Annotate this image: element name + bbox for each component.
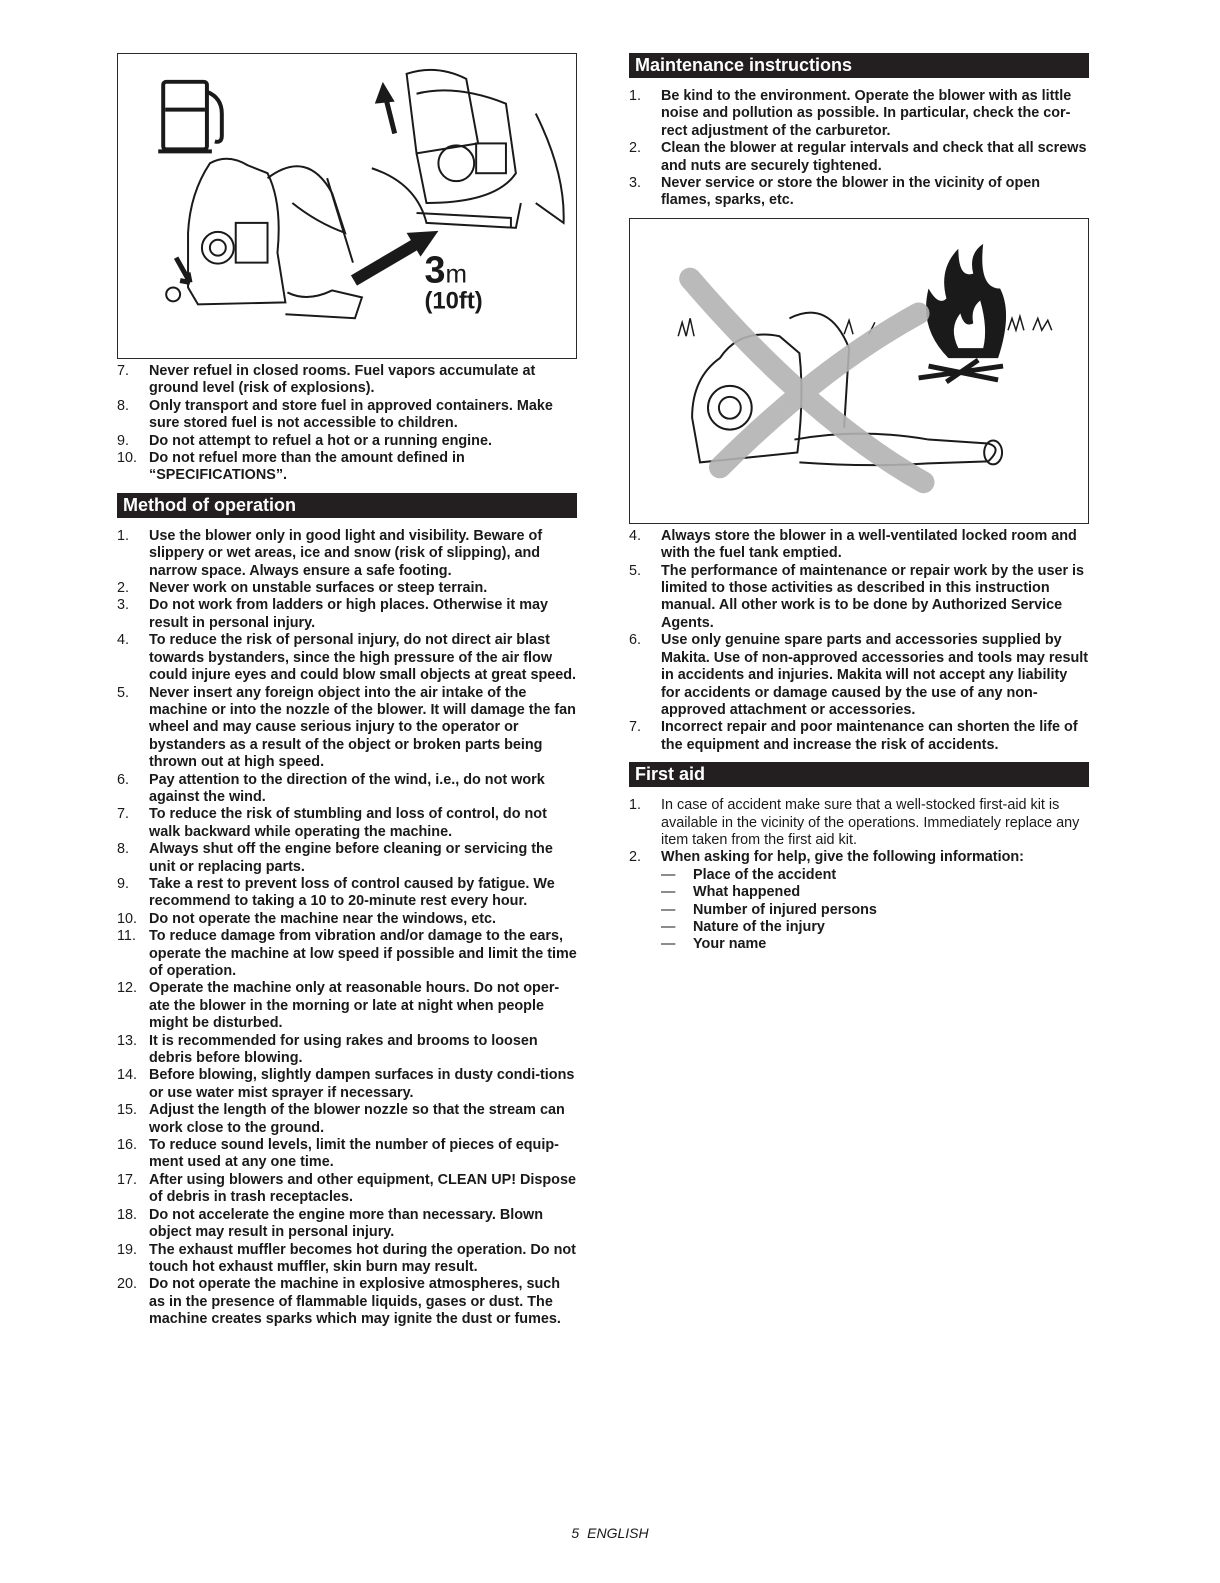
list-item-text: Never service or store the blower in the vicinity of open flames, sparks, etc. <box>661 175 1041 209</box>
list-item-text: Do not refuel more than the amount defined in “SPECIFICATIONS”. <box>149 450 465 484</box>
refuel-safety-list <box>117 363 577 485</box>
list-item-text: Be kind to the environment. Operate the blower with as little noise and pollution as possible. In particular, check the cor-rect adjustment of the carburetor. <box>661 88 1072 139</box>
list-item <box>629 528 1089 563</box>
page-footer <box>0 1525 1220 1541</box>
help-info-item <box>661 919 1089 936</box>
help-info-text: Nature of the injury <box>693 918 825 935</box>
list-item-number: 15. <box>117 1102 138 1119</box>
list-item-number: 11. <box>117 928 136 945</box>
page-number: 5 <box>571 1525 580 1541</box>
list-item <box>117 398 577 433</box>
dash-marker: — <box>661 918 676 935</box>
list-item-number: 2. <box>629 140 642 157</box>
list-item <box>629 175 1089 210</box>
list-item-number: 2. <box>117 580 130 597</box>
list-item-number: 6. <box>117 771 130 788</box>
list-item-text: Do not attempt to refuel a hot or a running engine. <box>149 432 492 449</box>
list-item <box>117 450 577 485</box>
list-item-number: 17. <box>117 1171 138 1188</box>
first-aid-item-2: 2. When asking for help, give the following information: — Place of the accident — What happened — Number of injured persons — Nature of the injury — Your name <box>629 849 1089 953</box>
left-column <box>117 53 577 1329</box>
fuel-pump-icon <box>158 82 222 152</box>
list-item <box>117 1276 577 1328</box>
list-item-number: 5. <box>117 684 130 701</box>
list-item-text: Always store the blower in a well-ventilated locked room and with the fuel tank emptied. <box>661 527 1077 562</box>
fire-prohibition-drawing <box>630 219 1088 523</box>
help-information-list <box>661 867 1089 954</box>
maintenance-instructions-heading: Maintenance instructions <box>629 53 1089 78</box>
list-item-text: Clean the blower at regular intervals and check that all screws and nuts are securely tightened. <box>661 140 1087 174</box>
list-item-text: The performance of maintenance or repair work by the user is limited to those activities as described in this instruction manual. All other work is to be done by Authorized Service Agents. <box>661 562 1085 631</box>
list-item-number: 7. <box>117 363 130 379</box>
list-item-text: Use only genuine spare parts and accessories supplied by Makita. Use of non-approved accessories and tools may result in accidents and injuries. Makita will not accept any liability for accidents or damage caused by the use of any non-approved attachment or accessories. <box>661 632 1089 718</box>
footer-language: ENGLISH <box>587 1525 649 1541</box>
list-item-number: 8. <box>117 841 130 858</box>
list-item-number: 8. <box>117 397 130 414</box>
right-column <box>629 53 1089 954</box>
list-item <box>117 363 577 398</box>
list-item-text: Use the blower only in good light and visibility. Beware of slippery or wet areas, ice and snow (risk of slipping), and narrow space. Always ensure a safe footing. <box>149 527 543 579</box>
list-item <box>117 685 577 772</box>
list-item-text: Do not operate the machine in explosive atmospheres, such as in the presence of flammable liquids, gases or dust. The machine creates sparks which may ignite the dust or fumes. <box>149 1276 561 1328</box>
method-of-operation-list <box>117 528 577 1329</box>
list-item <box>117 1137 577 1172</box>
list-item-text: Do not accelerate the engine more than necessary. Blown object may result in personal injury. <box>149 1206 543 1241</box>
list-item <box>117 806 577 841</box>
first-aid-list <box>629 797 1089 954</box>
list-item-number: 1. <box>629 88 642 104</box>
list-item-text: Do not operate the machine near the windows, etc. <box>149 910 497 927</box>
list-item-text: To reduce the risk of personal injury, do not direct air blast towards bystanders, since the high pressure of the air flow could injure eyes and could blow small objects at great speed. <box>149 632 577 684</box>
list-item <box>117 928 577 980</box>
list-item <box>117 980 577 1032</box>
operator-with-blower-drawing <box>372 70 564 228</box>
list-item-number: 5. <box>629 562 642 579</box>
list-item <box>629 719 1089 754</box>
list-item-text: To reduce sound levels, limit the number of pieces of equip-ment used at any one time. <box>149 1137 559 1171</box>
help-info-item <box>661 902 1089 919</box>
no-open-flame-illustration <box>629 218 1089 524</box>
list-item-text: To reduce the risk of stumbling and loss of control, do not walk backward while operating the machine. <box>149 806 547 840</box>
prohibition-cross <box>690 278 923 482</box>
distance-feet-label: (10ft) <box>424 287 483 315</box>
list-item-text: Always shut off the engine before cleaning or servicing the unit or replacing parts. <box>149 841 553 875</box>
list-item-text: Never insert any foreign object into the air intake of the machine or into the nozzle of the blower. It will damage the fan wheel and may cause serious injury to the operator or bystanders as a result of the object or broken parts being thrown out at high speed. <box>149 684 576 771</box>
help-info-item <box>661 884 1089 901</box>
help-info-text: Place of the accident <box>693 866 837 883</box>
list-item <box>629 632 1089 719</box>
help-info-text: Your name <box>693 936 767 953</box>
list-item-text: Before blowing, slightly dampen surfaces in dusty condi-tions or use water mist sprayer if necessary. <box>149 1067 575 1101</box>
list-item-number: 20. <box>117 1276 138 1293</box>
list-item <box>117 772 577 807</box>
list-item <box>117 876 577 911</box>
list-item-number: 10. <box>117 910 138 927</box>
list-item-number: 16. <box>117 1137 138 1154</box>
list-item-text: Operate the machine only at reasonable hours. Do not oper-ate the blower in the morning or late at night when people might be disturbed. <box>149 980 560 1032</box>
dash-marker: — <box>661 901 676 918</box>
first-aid-item-1: 1. In case of accident make sure that a well-stocked first-aid kit is available in the vicinity of the operations. Immediately replace any item taken from the first aid kit. <box>629 797 1080 848</box>
list-item <box>117 580 577 597</box>
list-item-text: It is recommended for using rakes and brooms to loosen debris before blowing. <box>149 1032 538 1067</box>
list-item-text: Never refuel in closed rooms. Fuel vapors accumulate at ground level (risk of explosions). <box>149 363 536 397</box>
backpack-blower-drawing <box>188 159 362 318</box>
list-item-number: 14. <box>117 1067 138 1084</box>
list-item-number: 3. <box>117 597 130 614</box>
list-item <box>117 632 577 684</box>
list-item-text: The exhaust muffler becomes hot during the operation. Do not touch hot exhaust muffler, skin burn may result. <box>149 1241 576 1275</box>
list-item <box>117 1102 577 1137</box>
list-item <box>117 1207 577 1242</box>
list-item-text: Incorrect repair and poor maintenance can shorten the life of the equipment and increase the risk of accidents. <box>661 719 1078 753</box>
first-aid-heading: First aid <box>629 762 1089 787</box>
list-item-number: 4. <box>629 527 642 544</box>
list-item <box>117 528 577 580</box>
list-item-number: 3. <box>629 175 642 192</box>
list-item-text: Never work on unstable surfaces or steep terrain. <box>149 580 488 597</box>
dash-marker: — <box>661 884 676 901</box>
list-item-number: 7. <box>117 806 130 823</box>
list-item-number: 12. <box>117 980 138 997</box>
maintenance-list-part-2 <box>629 528 1089 754</box>
help-info-text: Number of injured persons <box>693 901 877 918</box>
list-item <box>117 911 577 928</box>
distance-meters-label: 3m <box>424 248 468 291</box>
list-item-text: After using blowers and other equipment, CLEAN UP! Dispose of debris in trash receptacles. <box>149 1171 576 1206</box>
list-item-number: 13. <box>117 1032 138 1049</box>
list-item-number: 19. <box>117 1241 138 1258</box>
maintenance-list-part-1 <box>629 88 1089 210</box>
list-item-number: 18. <box>117 1206 138 1223</box>
list-item <box>117 597 577 632</box>
dash-marker: — <box>661 936 676 953</box>
list-item-text: Adjust the length of the blower nozzle so that the stream can work close to the ground. <box>149 1102 565 1136</box>
list-item <box>629 563 1089 633</box>
refuel-distance-illustration <box>117 53 577 359</box>
list-item <box>629 140 1089 175</box>
list-item <box>117 433 577 450</box>
list-item-number: 6. <box>629 632 642 649</box>
list-item-text: Do not work from ladders or high places. Otherwise it may result in personal injury. <box>149 597 549 631</box>
campfire-drawing <box>919 244 1006 382</box>
list-item-number: 10. <box>117 450 138 467</box>
method-of-operation-heading: Method of operation <box>117 493 577 518</box>
help-info-item <box>661 867 1089 884</box>
refuel-illustration-drawing <box>118 54 576 358</box>
list-item-text: Only transport and store fuel in approved containers. Make sure stored fuel is not accessible to children. <box>149 397 553 432</box>
list-item-text: Pay attention to the direction of the wind, i.e., do not work against the wind. <box>149 771 545 805</box>
dash-marker: — <box>661 866 676 883</box>
list-item <box>629 88 1089 140</box>
list-item-number: 7. <box>629 719 642 736</box>
list-item <box>117 841 577 876</box>
list-item-text: To reduce damage from vibration and/or damage to the ears, operate the machine at low speed if possible and limit the time of operation. <box>149 928 577 979</box>
list-item-number: 4. <box>117 632 130 649</box>
list-item-number: 1. <box>117 527 130 544</box>
list-item-number: 9. <box>117 432 130 449</box>
help-info-item <box>661 936 1089 953</box>
list-item-number: 9. <box>117 875 130 892</box>
list-item <box>117 1172 577 1207</box>
list-item <box>117 1033 577 1068</box>
list-item-text: Take a rest to prevent loss of control caused by fatigue. We recommend to taking a 10 to 20-minute rest every hour. <box>149 875 555 910</box>
list-item <box>117 1067 577 1102</box>
list-item <box>117 1242 577 1277</box>
help-info-text: What happened <box>693 884 801 901</box>
